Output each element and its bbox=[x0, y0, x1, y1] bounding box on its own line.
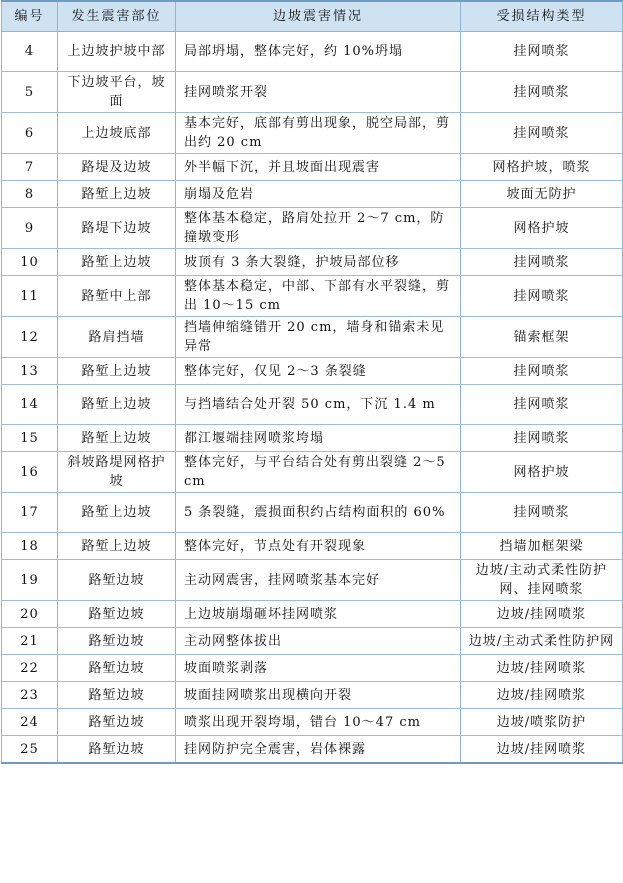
cell-location: 上边坡护坡中部 bbox=[58, 32, 176, 72]
cell-description: 整体完好，与平台结合处有剪出裂缝 2～5 cm bbox=[176, 452, 461, 493]
table-row bbox=[2, 655, 623, 682]
table-row bbox=[2, 358, 623, 385]
table-row bbox=[2, 682, 623, 709]
cell-location: 路堑上边坡 bbox=[58, 533, 176, 560]
cell-number: 16 bbox=[2, 452, 58, 493]
cell-structure: 挂网喷浆 bbox=[461, 276, 623, 317]
cell-structure: 挂网喷浆 bbox=[461, 249, 623, 276]
table-header-row bbox=[2, 1, 623, 32]
cell-description: 坡顶有 3 条大裂缝，护坡局部位移 bbox=[176, 249, 461, 276]
cell-structure: 挂网喷浆 bbox=[461, 32, 623, 72]
cell-number: 17 bbox=[2, 493, 58, 533]
cell-number: 14 bbox=[2, 385, 58, 425]
cell-description: 5 条裂缝，震损面积约占结构面积的 60% bbox=[176, 493, 461, 533]
cell-structure: 网格护坡 bbox=[461, 452, 623, 493]
table-row bbox=[2, 385, 623, 425]
cell-structure: 挂网喷浆 bbox=[461, 113, 623, 154]
cell-location: 斜坡路堤网格护坡 bbox=[58, 452, 176, 493]
cell-location: 路堑上边坡 bbox=[58, 493, 176, 533]
cell-location: 路堑边坡 bbox=[58, 628, 176, 655]
cell-location: 路堑边坡 bbox=[58, 682, 176, 709]
cell-number: 4 bbox=[2, 32, 58, 72]
header-description: 边坡震害情况 bbox=[176, 1, 461, 32]
cell-description: 上边坡崩塌砸坏挂网喷浆 bbox=[176, 601, 461, 628]
cell-number: 6 bbox=[2, 113, 58, 154]
cell-description: 主动网震害，挂网喷浆基本完好 bbox=[176, 560, 461, 601]
cell-structure: 挂网喷浆 bbox=[461, 425, 623, 452]
table-row bbox=[2, 154, 623, 181]
cell-structure: 锚索框架 bbox=[461, 317, 623, 358]
cell-description: 挂网防护完全震害，岩体裸露 bbox=[176, 736, 461, 764]
cell-structure: 挡墙加框架梁 bbox=[461, 533, 623, 560]
cell-description: 喷浆出现开裂垮塌，错台 10～47 cm bbox=[176, 709, 461, 736]
cell-location: 路堤下边坡 bbox=[58, 208, 176, 249]
cell-location: 路堤及边坡 bbox=[58, 154, 176, 181]
table-row bbox=[2, 709, 623, 736]
cell-location: 路肩挡墙 bbox=[58, 317, 176, 358]
cell-number: 21 bbox=[2, 628, 58, 655]
cell-description: 崩塌及危岩 bbox=[176, 181, 461, 208]
cell-structure: 边坡/主动式柔性防护网 bbox=[461, 628, 623, 655]
cell-location: 下边坡平台，坡面 bbox=[58, 72, 176, 113]
cell-location: 路堑边坡 bbox=[58, 655, 176, 682]
cell-number: 18 bbox=[2, 533, 58, 560]
cell-structure: 边坡/喷浆防护 bbox=[461, 709, 623, 736]
cell-number: 20 bbox=[2, 601, 58, 628]
cell-location: 路堑上边坡 bbox=[58, 181, 176, 208]
cell-location: 路堑上边坡 bbox=[58, 249, 176, 276]
cell-description: 整体完好，仅见 2～3 条裂缝 bbox=[176, 358, 461, 385]
cell-location: 路堑边坡 bbox=[58, 709, 176, 736]
cell-structure: 边坡/挂网喷浆 bbox=[461, 655, 623, 682]
cell-description: 坡面喷浆剥落 bbox=[176, 655, 461, 682]
cell-number: 13 bbox=[2, 358, 58, 385]
cell-number: 8 bbox=[2, 181, 58, 208]
cell-structure: 边坡/挂网喷浆 bbox=[461, 601, 623, 628]
cell-number: 12 bbox=[2, 317, 58, 358]
cell-structure: 边坡/挂网喷浆 bbox=[461, 736, 623, 764]
header-structure: 受损结构类型 bbox=[461, 1, 623, 32]
cell-structure: 网格护坡 bbox=[461, 208, 623, 249]
header-location: 发生震害部位 bbox=[58, 1, 176, 32]
table-row bbox=[2, 533, 623, 560]
cell-description: 基本完好，底部有剪出现象，脱空局部，剪出约 20 cm bbox=[176, 113, 461, 154]
cell-location: 路堑中上部 bbox=[58, 276, 176, 317]
header-number: 编号 bbox=[2, 1, 58, 32]
table-row bbox=[2, 72, 623, 113]
cell-description: 主动网整体拔出 bbox=[176, 628, 461, 655]
cell-number: 23 bbox=[2, 682, 58, 709]
cell-structure: 边坡/挂网喷浆 bbox=[461, 682, 623, 709]
table-row bbox=[2, 276, 623, 317]
cell-number: 9 bbox=[2, 208, 58, 249]
cell-structure: 挂网喷浆 bbox=[461, 493, 623, 533]
cell-description: 都江堰端挂网喷浆垮塌 bbox=[176, 425, 461, 452]
cell-location: 路堑上边坡 bbox=[58, 385, 176, 425]
cell-description: 挂网喷浆开裂 bbox=[176, 72, 461, 113]
table-row bbox=[2, 493, 623, 533]
table-row bbox=[2, 601, 623, 628]
cell-number: 10 bbox=[2, 249, 58, 276]
table-row bbox=[2, 32, 623, 72]
cell-location: 路堑边坡 bbox=[58, 736, 176, 764]
table-row bbox=[2, 628, 623, 655]
cell-number: 22 bbox=[2, 655, 58, 682]
cell-structure: 网格护坡，喷浆 bbox=[461, 154, 623, 181]
table-row bbox=[2, 181, 623, 208]
cell-description: 坡面挂网喷浆出现横向开裂 bbox=[176, 682, 461, 709]
cell-structure: 坡面无防护 bbox=[461, 181, 623, 208]
cell-location: 路堑边坡 bbox=[58, 601, 176, 628]
cell-structure: 挂网喷浆 bbox=[461, 385, 623, 425]
cell-description: 整体基本稳定，中部、下部有水平裂缝，剪出 10～15 cm bbox=[176, 276, 461, 317]
cell-structure: 挂网喷浆 bbox=[461, 72, 623, 113]
table-row bbox=[2, 425, 623, 452]
cell-description: 挡墙伸缩缝错开 20 cm，墙身和锚索未见异常 bbox=[176, 317, 461, 358]
slope-damage-table bbox=[1, 0, 623, 764]
cell-description: 外半幅下沉，并且坡面出现震害 bbox=[176, 154, 461, 181]
table-row bbox=[2, 113, 623, 154]
cell-number: 15 bbox=[2, 425, 58, 452]
cell-number: 7 bbox=[2, 154, 58, 181]
table-row bbox=[2, 560, 623, 601]
table-row bbox=[2, 249, 623, 276]
cell-description: 整体基本稳定，路肩处拉开 2～7 cm，防撞墩变形 bbox=[176, 208, 461, 249]
table-row bbox=[2, 736, 623, 764]
cell-location: 路堑上边坡 bbox=[58, 358, 176, 385]
cell-location: 路堑边坡 bbox=[58, 560, 176, 601]
table-row bbox=[2, 452, 623, 493]
cell-number: 24 bbox=[2, 709, 58, 736]
cell-description: 与挡墙结合处开裂 50 cm，下沉 1.4 m bbox=[176, 385, 461, 425]
table-row bbox=[2, 208, 623, 249]
table-row bbox=[2, 317, 623, 358]
cell-number: 11 bbox=[2, 276, 58, 317]
cell-location: 路堑上边坡 bbox=[58, 425, 176, 452]
cell-description: 整体完好，节点处有开裂现象 bbox=[176, 533, 461, 560]
cell-number: 5 bbox=[2, 72, 58, 113]
cell-location: 上边坡底部 bbox=[58, 113, 176, 154]
cell-number: 25 bbox=[2, 736, 58, 764]
cell-structure: 边坡/主动式柔性防护网、挂网喷浆 bbox=[461, 560, 623, 601]
cell-description: 局部坍塌，整体完好，约 10%坍塌 bbox=[176, 32, 461, 72]
cell-structure: 挂网喷浆 bbox=[461, 358, 623, 385]
cell-number: 19 bbox=[2, 560, 58, 601]
